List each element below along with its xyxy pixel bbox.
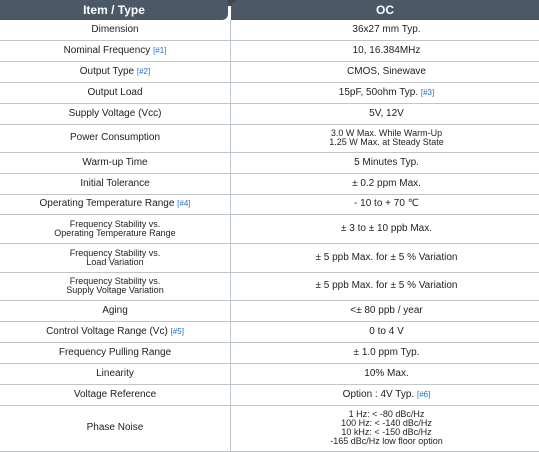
row-item: Phase Noise bbox=[0, 405, 231, 451]
footnote-ref[interactable]: [#2] bbox=[137, 67, 150, 76]
row-item: Dimension bbox=[0, 20, 231, 40]
footnote-ref[interactable]: [#6] bbox=[417, 390, 430, 399]
row-item: Supply Voltage (Vcc) bbox=[0, 103, 231, 124]
spec-table bbox=[0, 20, 539, 452]
table-row bbox=[0, 40, 539, 61]
row-item: Output Type [#2] bbox=[0, 61, 231, 82]
row-item: Warm-up Time bbox=[0, 152, 231, 173]
row-value: 1 Hz: < -80 dBc/Hz 100 Hz: < -140 dBc/Hz 10 kHz: < -150 dBc/Hz -165 dBc/Hz low floor option bbox=[231, 405, 539, 451]
table-row bbox=[0, 384, 539, 405]
row-value: <± 80 ppb / year bbox=[231, 300, 539, 321]
row-item: Frequency Stability vs. Load Variation bbox=[0, 243, 231, 272]
row-item: Frequency Stability vs. Operating Temperature Range bbox=[0, 214, 231, 243]
footnote-ref[interactable]: [#5] bbox=[171, 327, 184, 336]
row-item: Operating Temperature Range [#4] bbox=[0, 194, 231, 214]
row-item: Power Consumption bbox=[0, 124, 231, 152]
row-value: 3.0 W Max. While Warm-Up 1.25 W Max. at Steady State bbox=[231, 124, 539, 152]
row-value: 10, 16.384MHz bbox=[231, 40, 539, 61]
footnote-ref[interactable]: [#1] bbox=[153, 46, 166, 55]
row-value: ± 5 ppb Max. for ± 5 % Variation bbox=[231, 243, 539, 272]
row-value: 5V, 12V bbox=[231, 103, 539, 124]
row-item: Aging bbox=[0, 300, 231, 321]
row-value: ± 5 ppb Max. for ± 5 % Variation bbox=[231, 272, 539, 300]
table-row bbox=[0, 194, 539, 214]
row-value: ± 0.2 ppm Max. bbox=[231, 173, 539, 194]
table-row bbox=[0, 214, 539, 243]
table-row bbox=[0, 124, 539, 152]
table-row bbox=[0, 405, 539, 451]
table-row bbox=[0, 20, 539, 40]
header-oc: OC bbox=[231, 0, 539, 20]
row-item: Frequency Pulling Range bbox=[0, 342, 231, 363]
row-item: Output Load bbox=[0, 82, 231, 103]
row-value: ± 1.0 ppm Typ. bbox=[231, 342, 539, 363]
row-item: Linearity bbox=[0, 363, 231, 384]
footnote-ref[interactable]: [#4] bbox=[177, 199, 190, 208]
row-item: Initial Tolerance bbox=[0, 173, 231, 194]
header-item-type: Item / Type bbox=[0, 0, 228, 20]
table-row bbox=[0, 363, 539, 384]
table-row bbox=[0, 173, 539, 194]
table-row bbox=[0, 272, 539, 300]
row-value: 36x27 mm Typ. bbox=[231, 20, 539, 40]
row-value: 15pF, 50ohm Typ. [#3] bbox=[231, 82, 539, 103]
row-item: Frequency Stability vs. Supply Voltage Variation bbox=[0, 272, 231, 300]
row-value: 5 Minutes Typ. bbox=[231, 152, 539, 173]
row-value: - 10 to + 70 ℃ bbox=[231, 194, 539, 214]
row-item: Control Voltage Range (Vc) [#5] bbox=[0, 321, 231, 342]
table-row bbox=[0, 321, 539, 342]
row-value: 10% Max. bbox=[231, 363, 539, 384]
table-row bbox=[0, 61, 539, 82]
row-item: Voltage Reference bbox=[0, 384, 231, 405]
row-item: Nominal Frequency [#1] bbox=[0, 40, 231, 61]
table-row bbox=[0, 82, 539, 103]
table-row bbox=[0, 300, 539, 321]
row-value: Option : 4V Typ. [#6] bbox=[231, 384, 539, 405]
table-row bbox=[0, 342, 539, 363]
table-row bbox=[0, 152, 539, 173]
row-value: 0 to 4 V bbox=[231, 321, 539, 342]
row-value: CMOS, Sinewave bbox=[231, 61, 539, 82]
table-row bbox=[0, 103, 539, 124]
table-row bbox=[0, 243, 539, 272]
row-value: ± 3 to ± 10 ppb Max. bbox=[231, 214, 539, 243]
footnote-ref[interactable]: [#3] bbox=[421, 88, 434, 97]
